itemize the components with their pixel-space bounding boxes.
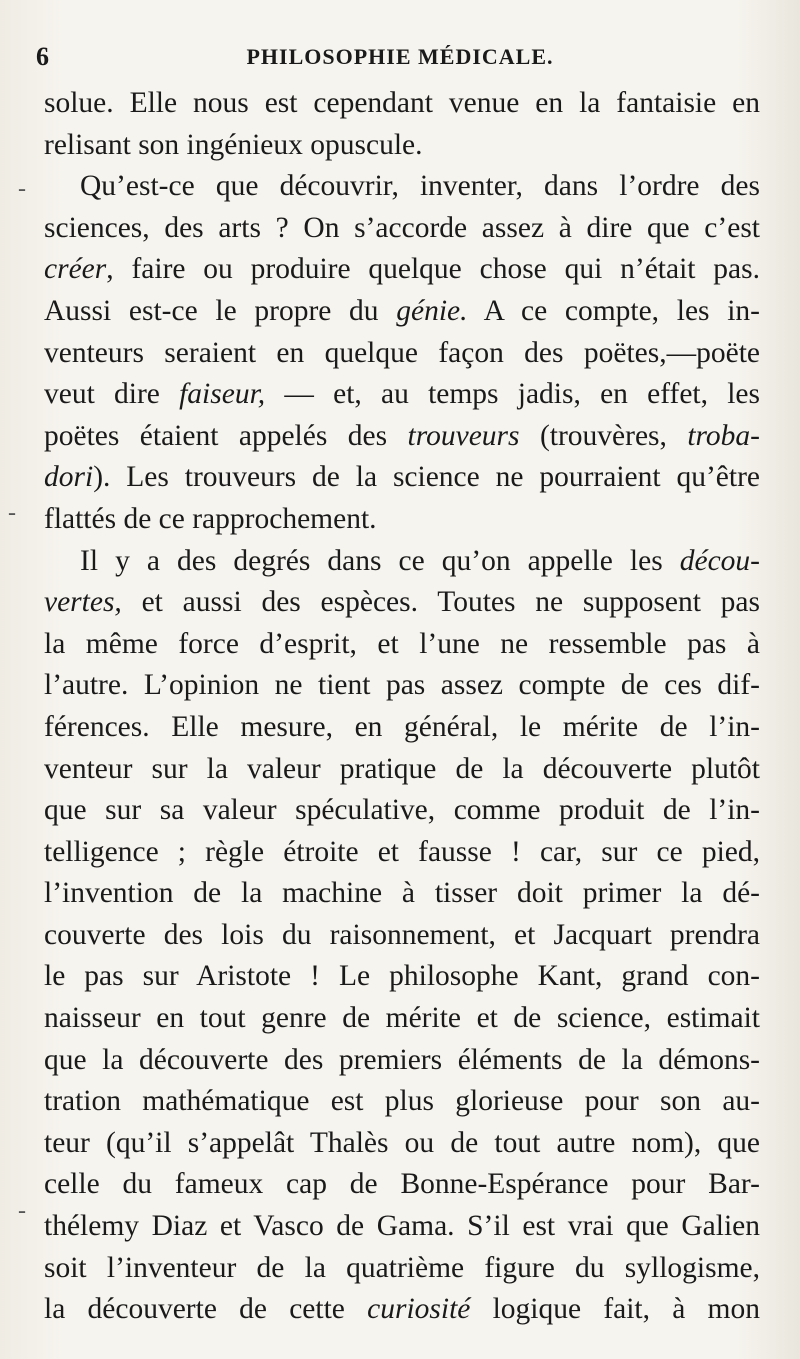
text-segment: — et, au temps jadis, en effet, les xyxy=(265,378,760,411)
text-line xyxy=(44,83,760,125)
margin-dash-mark: - xyxy=(18,176,26,202)
text-segment: Qu’est-ce que découvrir, inventer, dans l’ordre des xyxy=(80,170,760,203)
text-segment: que la découverte des premiers éléments de la démons- xyxy=(44,1043,760,1076)
text-line xyxy=(44,1248,760,1290)
text-line xyxy=(44,1081,760,1123)
margin-dash-mark: - xyxy=(18,1198,26,1224)
text-line xyxy=(44,873,760,915)
italic-text: faiseur, xyxy=(179,378,266,411)
text-line xyxy=(44,291,760,333)
text-segment: férences. Elle mesure, en général, le mérite de l’in- xyxy=(44,710,760,743)
text-line xyxy=(44,998,760,1040)
text-segment: l’autre. L’opinion ne tient pas assez compte de ces dif- xyxy=(44,669,760,702)
text-line xyxy=(44,1040,760,1082)
text-segment: , faire ou produire quelque chose qui n’était pas. xyxy=(106,253,760,286)
text-segment: la découverte de cette xyxy=(44,1293,368,1326)
text-segment: A ce compte, les in- xyxy=(467,294,760,327)
text-line xyxy=(44,1164,760,1206)
text-line xyxy=(44,956,760,998)
text-segment: relisant son ingénieux opuscule. xyxy=(44,128,423,161)
text-segment: poëtes étaient appelés des xyxy=(44,419,408,452)
italic-text: génie. xyxy=(396,294,468,327)
italic-text: créer xyxy=(44,253,107,286)
italic-text: vertes, xyxy=(44,586,122,619)
text-line xyxy=(44,790,760,832)
text-line xyxy=(44,541,760,583)
italic-text: trouveurs xyxy=(407,419,520,452)
text-segment: que sur sa valeur spéculative, comme produit de l’in- xyxy=(44,794,760,827)
page-header xyxy=(36,36,764,76)
text-line xyxy=(44,249,760,291)
text-segment: couverte des lois du raisonnement, et Jacquart prendra xyxy=(44,918,760,951)
text-segment: la même force d’esprit, et l’une ne ressemble pas à xyxy=(44,627,760,660)
text-segment: soit l’inventeur de la quatrième figure du syllogisme, xyxy=(44,1251,760,1284)
text-segment: Aussi est-ce le propre du xyxy=(44,294,397,327)
text-segment: flattés de ce rapprochement. xyxy=(44,502,377,535)
text-line xyxy=(44,166,760,208)
text-line xyxy=(44,832,760,874)
text-segment: telligence ; règle étroite et fausse ! car, sur ce pied, xyxy=(44,835,760,868)
italic-text: décou- xyxy=(679,544,760,577)
italic-text: curiosité xyxy=(367,1293,471,1326)
margin-dash-mark: - xyxy=(8,500,16,526)
running-head: PHILOSOPHIE MÉDICALE. xyxy=(246,44,554,69)
text-line xyxy=(44,374,760,416)
text-segment: veut dire xyxy=(44,378,180,411)
text-line xyxy=(44,416,760,458)
text-line xyxy=(44,333,760,375)
text-line xyxy=(44,749,760,791)
text-line xyxy=(44,499,760,541)
text-segment: celle du fameux cap de Bonne-Espérance pour Bar- xyxy=(44,1168,760,1201)
text-segment: Il y a des degrés dans ce qu’on appelle les xyxy=(80,544,680,577)
text-segment: l’invention de la machine à tisser doit primer la dé- xyxy=(44,877,760,910)
text-segment: et aussi des espèces. Toutes ne supposent pas xyxy=(121,586,760,619)
text-segment: teur (qu’il s’appelât Thalès ou de tout autre nom), que xyxy=(44,1126,760,1159)
italic-text: dori xyxy=(44,461,94,494)
text-segment: venteur sur la valeur pratique de la découverte plutôt xyxy=(44,752,760,785)
text-segment: venteurs seraient en quelque façon des poëtes,—poëte xyxy=(44,336,760,369)
text-line xyxy=(44,707,760,749)
italic-text: troba- xyxy=(687,419,760,452)
text-line xyxy=(44,582,760,624)
text-segment: thélemy Diaz et Vasco de Gama. S’il est vrai que Galien xyxy=(44,1210,760,1243)
body-text xyxy=(44,83,760,1331)
text-segment: logique fait, à mon xyxy=(470,1293,760,1326)
text-line xyxy=(44,457,760,499)
text-segment: solue. Elle nous est cependant venue en la fantaisie en xyxy=(44,87,760,119)
text-line xyxy=(44,1206,760,1248)
text-segment: le pas sur Aristote ! Le philosophe Kant, grand con- xyxy=(44,960,760,993)
text-line xyxy=(44,1289,760,1331)
text-line xyxy=(44,665,760,707)
page-number: 6 xyxy=(36,42,49,71)
text-segment: ). Les trouveurs de la science ne pourraient qu’être xyxy=(93,461,760,494)
text-segment: naisseur en tout genre de mérite et de science, estimait xyxy=(44,1002,760,1035)
text-segment: (trouvères, xyxy=(519,419,688,452)
text-segment: sciences, des arts ? On s’accorde assez à dire que c’est xyxy=(44,211,760,244)
text-line xyxy=(44,125,760,167)
text-segment: tration mathématique est plus glorieuse pour son au- xyxy=(44,1085,760,1118)
text-line xyxy=(44,1123,760,1165)
text-line xyxy=(44,208,760,250)
text-line xyxy=(44,915,760,957)
text-line xyxy=(44,624,760,666)
